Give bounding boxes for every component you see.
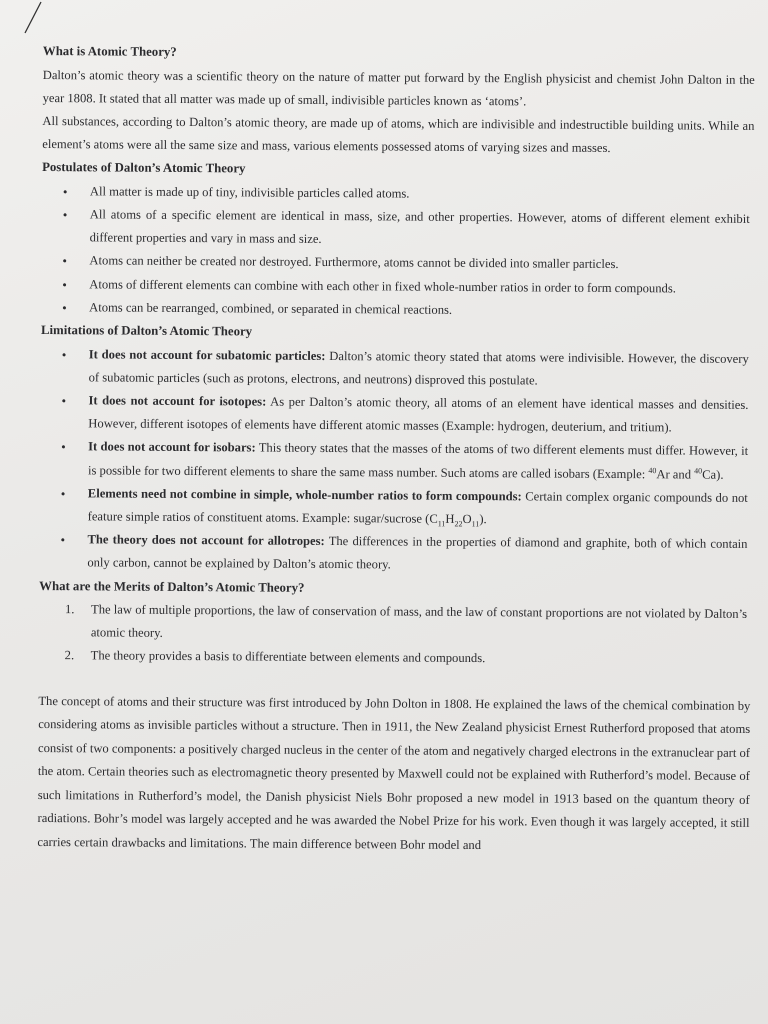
limitation-text: This theory states that the masses of the atoms of two different elements must differ. However, it is possible for two different elements to share the same mass number. Such atoms are called isobars (Example: — [87, 440, 749, 481]
merit-text: The theory provides a basis to differentiate between elements and compounds. — [90, 648, 486, 666]
formula-subscript: 22 — [454, 519, 463, 529]
formula-subscript: 11 — [437, 519, 446, 529]
list-number: 1. — [64, 602, 75, 617]
postulates-list — [41, 180, 754, 324]
limitation-title: It does not account for isobars: — [88, 439, 256, 455]
pen-stroke-mark — [22, 0, 44, 34]
isobar-mass-number: 40 — [648, 465, 657, 475]
formula-element: C — [429, 511, 438, 526]
list-item — [89, 343, 753, 394]
list-item: • All atoms of a specific element are identical in mass, size, and other properties. However, atoms of different element exhibit different properties and vary in mass and size. — [90, 203, 754, 254]
limitations-list — [39, 343, 753, 580]
merits-list — [39, 598, 751, 673]
formula-subscript: 11 — [471, 519, 480, 529]
limitation-title: It does not account for subatomic particles: — [88, 346, 326, 363]
limitation-text: The differences in the properties of diamond and graphite, both of which contain only carbon, cannot be explained by Dalton’s atomic theory. — [87, 534, 748, 572]
limitation-title: It does not account for isotopes: — [88, 393, 267, 409]
limitation-text-end: ). — [479, 512, 487, 527]
list-item: • All matter is made up of tiny, indivisible particles called atoms. — [90, 180, 754, 208]
limitation-title: The theory does not account for allotropes: — [87, 532, 325, 549]
formula-element: H — [445, 511, 455, 526]
list-item — [88, 436, 752, 487]
list-item: • Atoms can be rearranged, combined, or separated in chemical reactions. — [89, 296, 753, 324]
list-item: • Atoms can neither be created nor destroyed. Furthermore, atoms cannot be divided into smaller particles. — [89, 250, 753, 278]
list-item — [88, 389, 752, 440]
merit-text: The law of multiple proportions, the law of conservation of mass, and the law of constant proportions are not violated by Dalton’s atomic theory. — [90, 602, 748, 641]
limitation-text: Certain complex organic compounds do not feature simple ratios of constituent atoms. Example: sugar/sucrose ( — [87, 489, 748, 526]
closing-paragraph: The concept of atoms and their structure was first introduced by John Dolton in 1808. He explained the laws of the chemical combination by considering atoms as invisible particles without a structure. Then in 1911, the New Zealand physicist Ernest Rutherford proposed that atoms consist of two components: a positively charged nucleus in the center of the atom and negatively charged electrons in the extranuclear part of the atom. Certain theories such as electromagnetic theory presented by Maxwell could not be explained with Rutherford’s model. Because of such limitations in Rutherford’s model, the Danish physicist Niels Bohr proposed a new model in 1913 based on the quantum theory of radiations. Bohr’s model was largely accepted and he was awarded the Nobel Prize for his work. Even though it was largely accepted, it still carries certain drawbacks and limitations. The main difference between Bohr model and — [37, 693, 751, 852]
limitation-title: Elements need not combine in simple, whole-number ratios to form compounds: — [87, 486, 522, 504]
list-item: • Atoms of different elements can combine with each other in fixed whole-number ratios in order to form compounds. — [89, 273, 753, 301]
limitation-text: Dalton’s atomic theory stated that atoms were indivisible. However, the discovery of subatomic particles (such as protons, electrons, and neutrons) disproved this postulate. — [88, 348, 749, 388]
list-item — [64, 598, 751, 649]
postulates-heading: Postulates of Dalton’s Atomic Theory — [42, 160, 246, 176]
limitations-heading: Limitations of Dalton’s Atomic Theory — [40, 323, 253, 339]
list-item — [87, 528, 751, 579]
intro-paragraph-2: All substances, according to Dalton’s atomic theory, are made up of atoms, which are indivisible and indestructible building units. While an element’s atoms were all the same size and mass, various elements possessed atoms of varying sizes and masses. — [42, 113, 755, 156]
limitation-text: As per Dalton’s atomic theory, all atoms of an element have identical masses and densities. However, different isotopes of elements have different atomic masses (Example: hydrogen, deuterium, and tritium). — [88, 394, 749, 435]
document-body — [37, 40, 755, 859]
list-item — [88, 482, 752, 533]
list-number: 2. — [64, 648, 75, 663]
isobar-element: Ar — [656, 466, 670, 481]
isobar-element: Ca — [702, 467, 717, 482]
formula-element: O — [462, 511, 472, 526]
limitation-text-end: ). — [716, 467, 724, 482]
list-item — [64, 645, 751, 673]
merits-heading: What are the Merits of Dalton’s Atomic Theory? — [39, 578, 305, 595]
intro-heading: What is Atomic Theory? — [42, 43, 177, 59]
isobar-mass-number: 40 — [694, 465, 703, 475]
intro-paragraph-1: Dalton’s atomic theory was a scientific theory on the nature of matter put forward by the English physicist and chemist John Dalton in the year 1808. It stated that all matter was made up of small, indivisible particles known as ‘atoms’. — [42, 67, 755, 109]
isobar-conjunction: and — [669, 466, 695, 482]
